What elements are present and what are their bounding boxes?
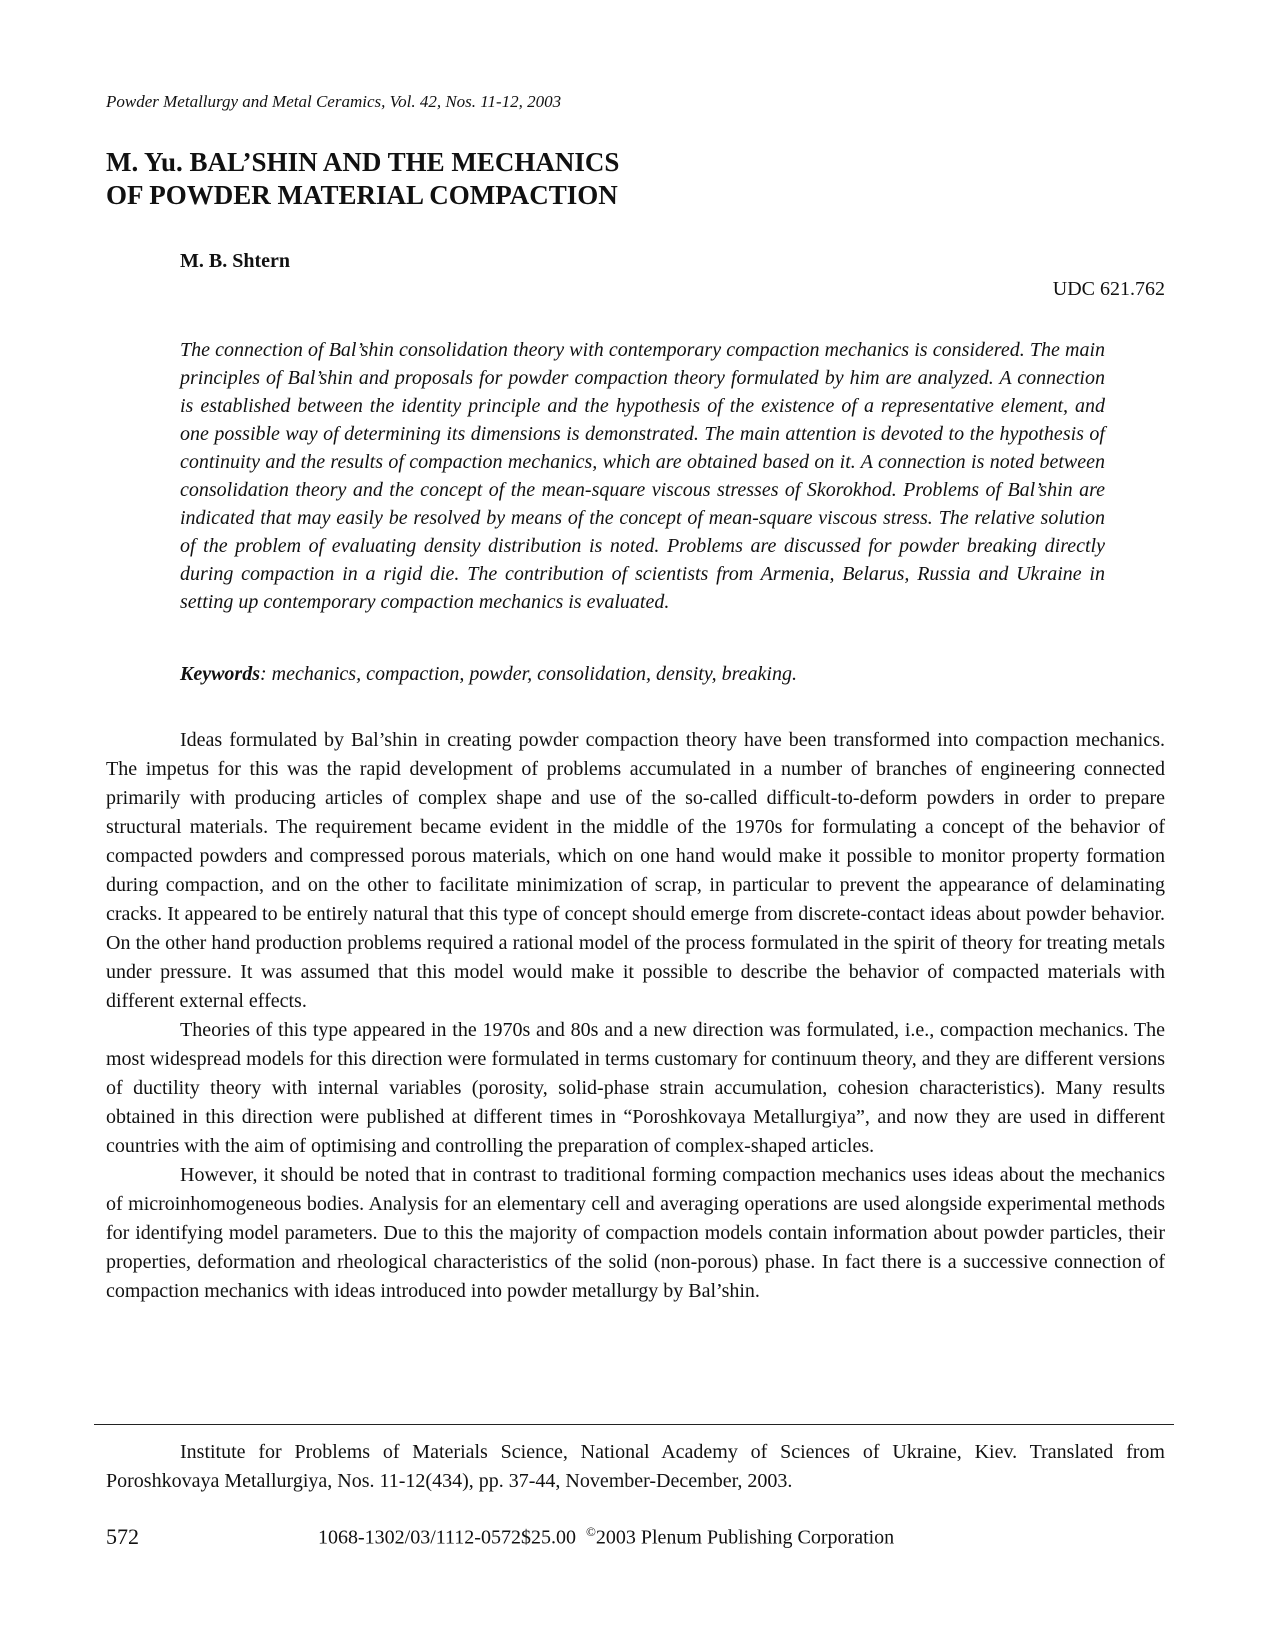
- body-paragraph-2: Theories of this type appeared in the 1970s and 80s and a new direction was formulated, i.e., compaction mechanics. The most widespread models for this direction were formulated in terms customary for continuum theory, and they are different versions of ductility theory with internal variables (porosity, solid-phase strain accumulation, cohesion characteristics). Many results obtained in this direction were published at different times in “Poroshkovaya Metallurgiya”, and now they are used in different countries with the aim of optimising and controlling the preparation of complex-shaped articles.: [106, 1019, 1165, 1157]
- affiliation-footnote: Institute for Problems of Materials Science, National Academy of Sciences of Ukraine, Kiev. Translated from Poroshkovaya Metallurgiya, Nos. 11-12(434), pp. 37-44, November-December, 2003.: [106, 1441, 1165, 1492]
- copyright-symbol: ©: [585, 1524, 596, 1539]
- copyright-line: [318, 1524, 894, 1550]
- body-paragraph-1: Ideas formulated by Bal’shin in creating powder compaction theory have been transformed into compaction mechanics. The impetus for this was the rapid development of problems accumulated in a number of branches of engineering connected primarily with producing articles of complex shape and use of the so-called difficult-to-deform powders in order to prepare structural materials. The requirement became evident in the middle of the 1970s for formulating a concept of the behavior of compacted powders and compressed porous materials, which on one hand would make it possible to monitor property formation during compaction, and on the other to facilitate minimization of scrap, in particular to prevent the appearance of delaminating cracks. It appeared to be entirely natural that this type of concept should emerge from discrete-contact ideas about powder behavior. On the other hand production problems required a rational model of the process formulated in the spirit of theory for treating metals under pressure. It was assumed that this model would make it possible to describe the behavior of compacted materials with different external effects.: [106, 729, 1165, 1012]
- page-number: 572: [106, 1524, 139, 1549]
- article-title: [106, 146, 1006, 212]
- keywords-label: Keywords: [180, 663, 260, 685]
- body-text: [106, 726, 1165, 1306]
- author-name: M. B. Shtern: [180, 250, 290, 272]
- abstract: The connection of Bal’shin consolidation theory with contemporary compaction mechanics is considered. The main principles of Bal’shin and proposals for powder compaction theory formulated by him are analyzed. A connection is established between the identity principle and the hypothesis of the existence of a representative element, and one possible way of determining its dimensions is demonstrated. The main attention is devoted to the hypothesis of continuity and the results of compaction mechanics, which are obtained based on it. A connection is noted between consolidation theory and the concept of the mean-square viscous stresses of Skorokhod. Problems of Bal’shin are indicated that may easily be resolved by means of the concept of mean-square viscous stress. The relative solution of the problem of evaluating density distribution is noted. Problems are discussed for powder breaking directly during compaction in a rigid die. The contribution of scientists from Armenia, Belarus, Russia and Ukraine in setting up contemporary compaction mechanics is evaluated.: [180, 339, 1105, 613]
- journal-citation: Powder Metallurgy and Metal Ceramics, Vol. 42, Nos. 11-12, 2003: [106, 92, 562, 111]
- body-paragraph-3: However, it should be noted that in contrast to traditional forming compaction mechanics uses ideas about the mechanics of microinhomogeneous bodies. Analysis for an elementary cell and averaging operations are used alongside experimental methods for identifying model parameters. Due to this the majority of compaction models contain information about powder particles, their properties, deformation and rheological characteristics of the solid (non-porous) phase. In fact there is a successive connection of compaction mechanics with ideas introduced into powder metallurgy by Bal’shin.: [106, 1164, 1165, 1302]
- title-line-2: OF POWDER MATERIAL COMPACTION: [106, 180, 618, 210]
- title-line-1: M. Yu. BAL’SHIN AND THE MECHANICS: [106, 147, 620, 177]
- copyright-text: 2003 Plenum Publishing Corporation: [595, 1526, 895, 1549]
- udc-code: UDC 621.762: [1052, 278, 1165, 300]
- keywords-text: : mechanics, compaction, powder, consolidation, density, breaking.: [260, 663, 797, 685]
- footnote-divider: [94, 1424, 1174, 1425]
- article-code: 1068-1302/03/1112-0572$25.00: [318, 1526, 576, 1549]
- keywords: [180, 660, 1105, 688]
